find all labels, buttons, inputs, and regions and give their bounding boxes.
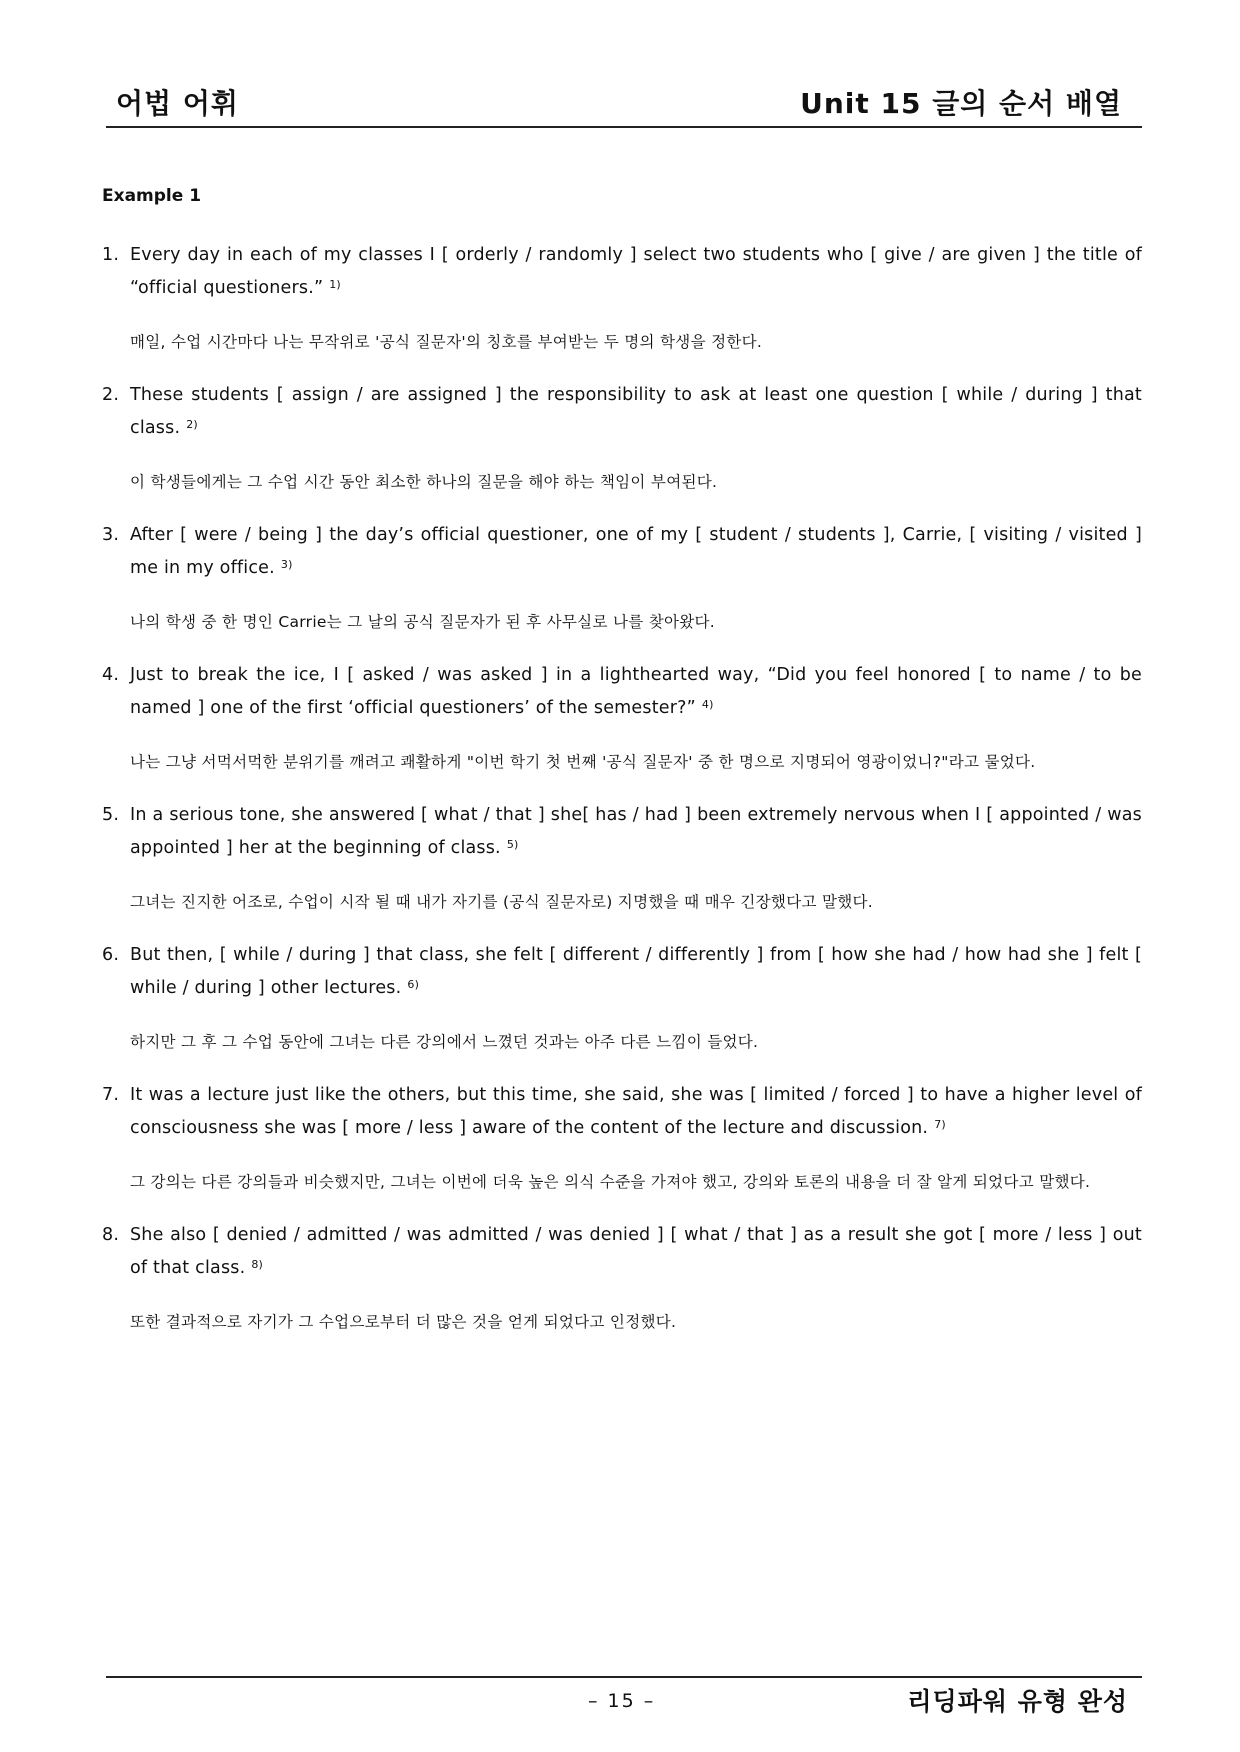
korean-translation: 나는 그냥 서먹서먹한 분위기를 깨려고 쾌활하게 "이번 학기 첫 번째 '공식 질문자' 중 한 명으로 지명되어 영광이었니?"라고 물었다. (130, 753, 1036, 771)
header-subject: 어법 어휘 (116, 87, 239, 120)
section-title: Example 1 (102, 186, 202, 206)
footnote-marker: 3) (280, 558, 293, 571)
question-sentence: Just to break the ice, I [ asked / was asked ] in a lighthearted way, “Did you feel honored [ to name / to be named ] one of the first ‘official questioners’ of the semester?” (130, 665, 1142, 718)
question-number: 3. (102, 525, 120, 545)
footnote-marker: 2) (186, 418, 198, 431)
korean-translation: 나의 학생 중 한 명인 Carrie는 그 날의 공식 질문자가 된 후 사무실로 나를 찾아왔다. (130, 613, 716, 631)
footnote-marker: 7) (934, 1118, 946, 1131)
question-list (102, 240, 1142, 1360)
question-sentence: In a serious tone, she answered [ what / that ] she[ has / had ] been extremely nervous when I [ appointed / was appointed ] her at the beginning of class. (130, 805, 1142, 858)
footnote-marker: 6) (407, 978, 420, 991)
question-text (102, 1220, 1142, 1283)
question-number: 7. (102, 1085, 120, 1105)
footnote-marker: 4) (701, 698, 714, 711)
question-number: 8. (102, 1225, 120, 1245)
question-item (102, 660, 1142, 776)
question-number: 6. (102, 945, 120, 965)
question-text (102, 940, 1142, 1003)
footnote-marker: 5) (506, 838, 519, 851)
question-text (102, 1080, 1142, 1143)
question-text (102, 240, 1142, 303)
question-sentence: After [ were / being ] the day’s official questioner, one of my [ student / students ], Carrie, [ visiting / visited ] me in my office. (130, 525, 1142, 578)
question-item (102, 940, 1142, 1056)
footnote-marker: 8) (251, 1258, 264, 1271)
korean-translation: 매일, 수업 시간마다 나는 무작위로 '공식 질문자'의 칭호를 부여받는 두 명의 학생을 정한다. (130, 333, 763, 351)
question-item (102, 1080, 1142, 1196)
question-text (102, 380, 1142, 443)
page-number: – 15 – (588, 1690, 656, 1712)
korean-translation: 하지만 그 후 그 수업 동안에 그녀는 다른 강의에서 느꼈던 것과는 아주 다른 느낌이 들었다. (130, 1033, 759, 1051)
question-item (102, 800, 1142, 916)
header-unit-title: Unit 15 글의 순서 배열 (800, 87, 1122, 120)
footnote-marker: 1) (329, 278, 341, 291)
question-number: 4. (102, 665, 120, 685)
korean-translation: 그녀는 진지한 어조로, 수업이 시작 될 때 내가 자기를 (공식 질문자로) 지명했을 때 매우 긴장했다고 말했다. (130, 893, 874, 911)
question-text (102, 800, 1142, 863)
question-sentence: These students [ assign / are assigned ] the responsibility to ask at least one question [ while / during ] that class. (130, 385, 1142, 438)
question-item (102, 520, 1142, 636)
question-item (102, 1220, 1142, 1336)
question-number: 1. (102, 245, 120, 265)
korean-translation: 그 강의는 다른 강의들과 비슷했지만, 그녀는 이번에 더욱 높은 의식 수준을 가져야 했고, 강의와 토론의 내용을 더 잘 알게 되었다고 말했다. (130, 1173, 1091, 1191)
question-sentence: She also [ denied / admitted / was admitted / was denied ] [ what / that ] as a result she got [ more / less ] out of that class. (130, 1225, 1142, 1278)
question-text (102, 660, 1142, 723)
korean-translation: 또한 결과적으로 자기가 그 수업으로부터 더 많은 것을 얻게 되었다고 인정했다. (130, 1313, 677, 1331)
question-text (102, 520, 1142, 583)
question-number: 5. (102, 805, 120, 825)
korean-translation: 이 학생들에게는 그 수업 시간 동안 최소한 하나의 질문을 해야 하는 책임이 부여된다. (130, 473, 718, 491)
footer-divider (106, 1676, 1142, 1678)
question-sentence: It was a lecture just like the others, but this time, she said, she was [ limited / forced ] to have a higher level of consciousness she was [ more / less ] aware of the content of the lecture and discussion. (130, 1085, 1142, 1138)
question-sentence: But then, [ while / during ] that class, she felt [ different / differently ] from [ how she had / how had she ] felt [ while / during ] other lectures. (130, 945, 1142, 998)
footer-book-title: 리딩파워 유형 완성 (907, 1687, 1128, 1716)
question-item (102, 380, 1142, 496)
question-sentence: Every day in each of my classes I [ orderly / randomly ] select two students who [ give / are given ] the title of “official questioners.” (130, 245, 1142, 298)
page-header (106, 82, 1142, 128)
question-item (102, 240, 1142, 356)
question-number: 2. (102, 385, 120, 405)
